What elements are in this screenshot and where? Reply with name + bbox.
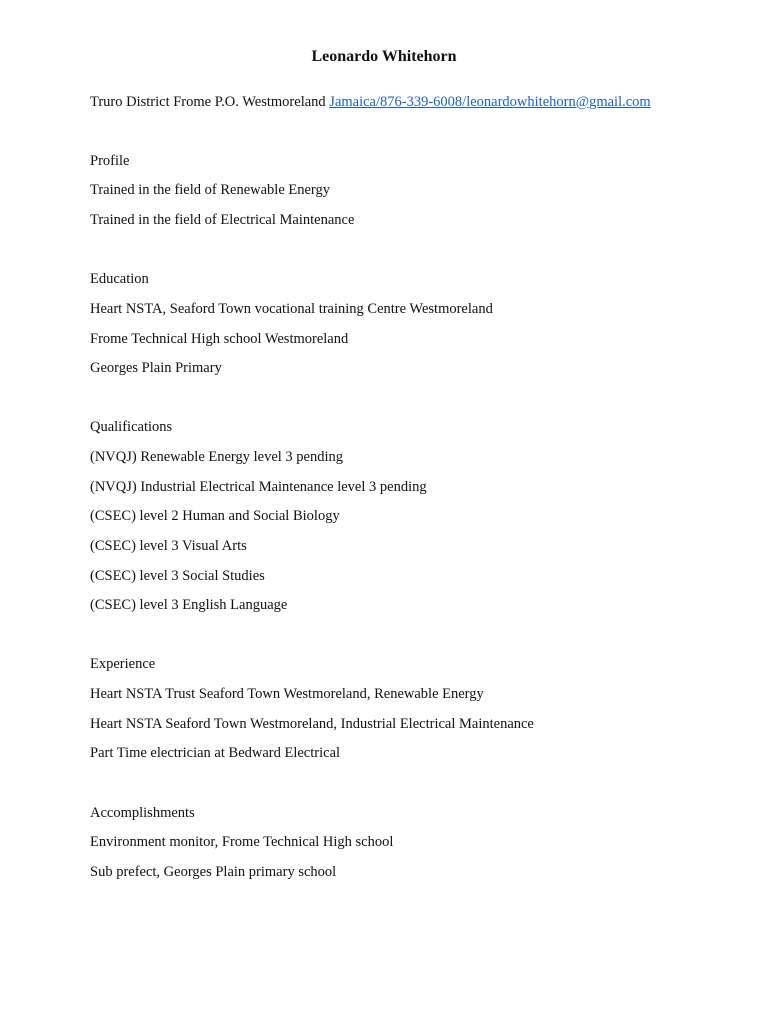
accomplishment-item: Sub prefect, Georges Plain primary school [90,864,337,880]
qualification-item: (NVQJ) Industrial Electrical Maintenance level 3 pending [90,479,427,495]
contact-link[interactable]: Jamaica/876-339-6008/leonardowhitehorn@gmail.com [329,94,651,110]
profile-heading: Profile [90,153,130,169]
address-text: Truro District Frome P.O. Westmoreland [90,94,326,110]
profile-item: Trained in the field of Renewable Energy [90,182,330,198]
education-heading: Education [90,271,149,287]
experience-item: Part Time electrician at Bedward Electrical [90,745,341,761]
qualification-item: (NVQJ) Renewable Energy level 3 pending [90,449,344,465]
education-item: Heart NSTA, Seaford Town vocational training Centre Westmoreland [90,301,493,317]
accomplishments-heading: Accomplishments [90,805,195,821]
accomplishment-item: Environment monitor, Frome Technical High school [90,834,394,850]
experience-item: Heart NSTA Seaford Town Westmoreland, Industrial Electrical Maintenance [90,716,534,732]
resume-name: Leonardo Whitehorn [311,48,457,65]
contact-line [90,93,651,111]
qualification-item: (CSEC) level 3 Visual Arts [90,538,247,554]
qualifications-heading: Qualifications [90,419,173,435]
qualification-item: (CSEC) level 3 English Language [90,597,288,613]
qualification-item: (CSEC) level 3 Social Studies [90,568,265,584]
profile-item: Trained in the field of Electrical Maintenance [90,212,355,228]
experience-item: Heart NSTA Trust Seaford Town Westmoreland, Renewable Energy [90,686,484,702]
experience-heading: Experience [90,656,156,672]
education-item: Georges Plain Primary [90,360,222,376]
qualification-item: (CSEC) level 2 Human and Social Biology [90,508,340,524]
education-item: Frome Technical High school Westmoreland [90,331,349,347]
